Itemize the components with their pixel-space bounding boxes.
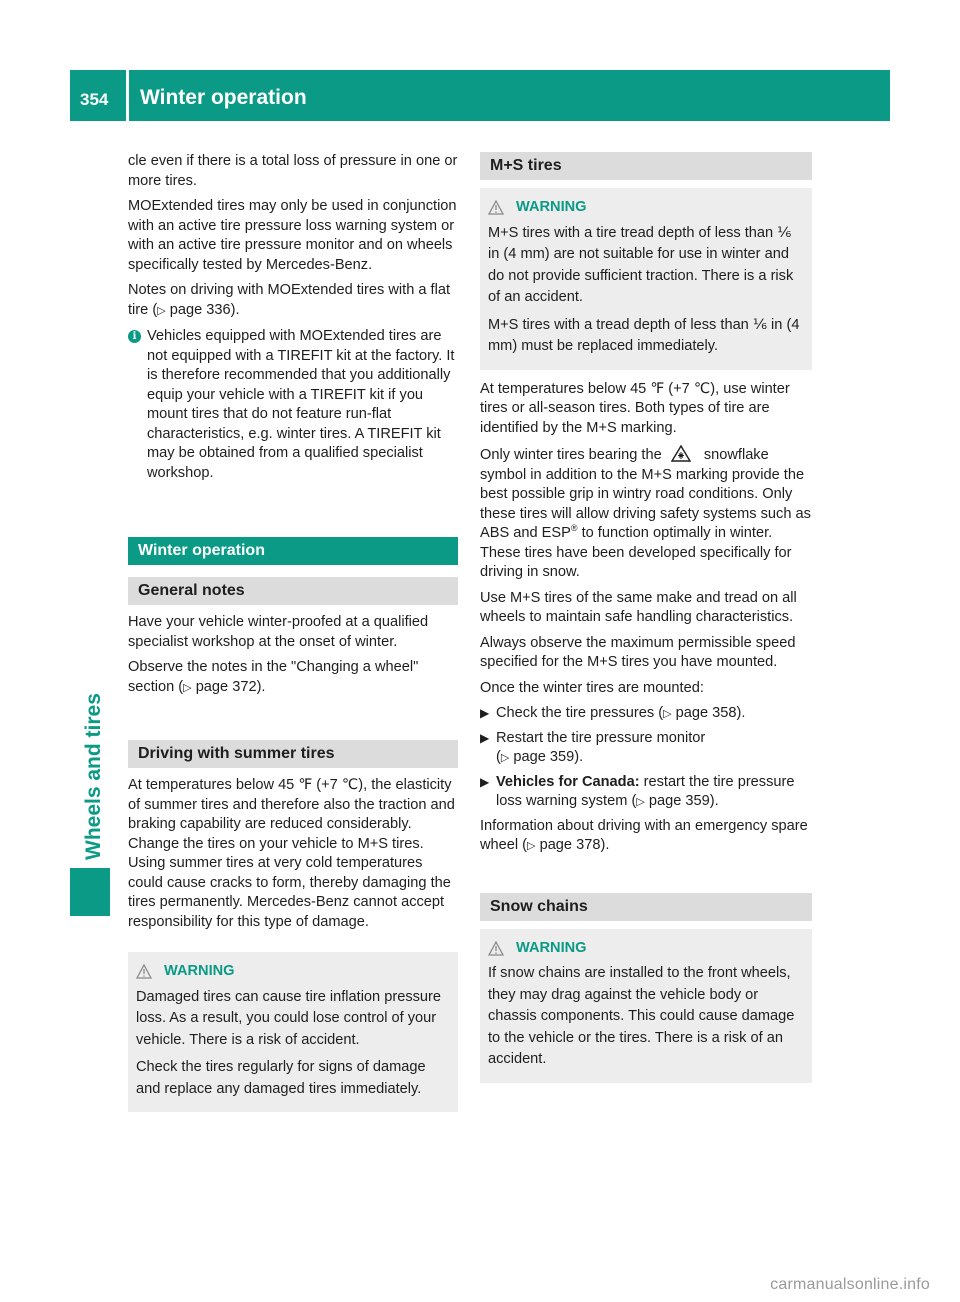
page-ref-link[interactable]: page 359 xyxy=(513,749,575,765)
warning-title xyxy=(136,961,450,983)
step-arrow-icon: ▶ xyxy=(480,730,490,745)
page-ref-arrow-icon: ▷ xyxy=(183,681,192,694)
warning-text: If snow chains are installed to the front wheels, they may drag against the vehicle body or chassis components. This could cause damage to the vehicle or the tires. There is a risk of an accident. xyxy=(488,965,795,1067)
step-item xyxy=(480,729,812,769)
text: Information about driving with an emergency spare wheel ( xyxy=(480,817,808,853)
subsection-heading-snow-chains: Snow chains xyxy=(480,893,812,921)
paragraph: Always observe the maximum permissible speed specified for the M+S tires you have mounted. xyxy=(480,634,796,670)
step-arrow-icon: ▶ xyxy=(480,706,490,720)
step-text: Restart the tire pressure monitor (▷ page 359). xyxy=(496,729,706,765)
page-ref-arrow-icon: ▷ xyxy=(663,708,672,720)
side-tab-label: Wheels and tires xyxy=(82,693,105,860)
warning-title xyxy=(488,938,804,960)
section-heading-winter: Winter operation xyxy=(128,537,458,565)
step-item xyxy=(480,704,812,725)
page-ref-link[interactable]: page 372 xyxy=(195,678,257,695)
text: snowflake symbol in addition to the M+S marking provide the best possible grip in wintry road conditions. Only these tires will allow driving safety systems such as ABS and ESP xyxy=(480,447,811,541)
paragraph: Use M+S tires of the same make and tread on all wheels to maintain safe handling characteristics. xyxy=(480,589,797,625)
paragraph: Once the winter tires are mounted: xyxy=(480,679,704,696)
page-number: 354 xyxy=(80,90,109,109)
warning-text: M+S tires with a tread depth of less than ⅙ in (4 mm) must be replaced immediately. xyxy=(488,316,800,354)
warning-title xyxy=(488,197,804,219)
page-ref-link[interactable]: page 358 xyxy=(675,705,737,721)
step-text: Check the tire pressures (▷ page 358). xyxy=(496,705,746,721)
subsection-heading-ms-tires: M+S tires xyxy=(480,152,812,180)
text: Only winter tires bearing the xyxy=(480,447,662,463)
warning-label: WARNING xyxy=(516,199,587,215)
info-icon: i xyxy=(128,330,141,343)
paragraph: cle even if there is a total loss of pressure in one or more tires. xyxy=(128,153,458,189)
warning-text: Check the tires regularly for signs of damage and replace any damaged tires immediately. xyxy=(136,1059,426,1097)
footer-url: carmanualsonline.info xyxy=(770,1276,930,1293)
step-text: Vehicles for Canada: restart the tire pressure loss warning system (▷ page 359). xyxy=(496,773,795,809)
page-ref-arrow-icon: ▷ xyxy=(636,796,645,808)
info-text: Vehicles equipped with MOExtended tires are not equipped with a TIREFIT kit at the factory. It is therefore recommended that you additionally equip your vehicle with a TIREFIT kit if you mount tires that do not feature run-flat characteristics, e.g. winter tires. A TIREFIT kit may be obtained from a qualified specialist workshop. xyxy=(147,328,455,481)
text: Notes on driving with MOExtended tires with a flat tire ( xyxy=(128,282,451,318)
text: ). xyxy=(256,678,266,695)
text: to function optimally in winter. These tires have been developed specifically for driving in snow. xyxy=(480,525,792,580)
snowflake-mountain-icon xyxy=(670,444,692,462)
page-title: Winter operation xyxy=(140,86,307,109)
left-column xyxy=(128,152,458,1112)
page-ref-link[interactable]: page 336 xyxy=(169,301,231,318)
header-divider xyxy=(126,70,129,121)
warning-triangle-icon xyxy=(488,941,504,956)
text: ). xyxy=(600,837,610,853)
page-ref-link[interactable]: page 359 xyxy=(648,793,710,809)
step-item xyxy=(480,773,812,813)
paragraph: At temperatures below 45 ℉ (+7 ℃), the elasticity of summer tires and therefore also the traction and braking capability are reduced considerably. Change the tires on your vehicle to M+S tires. Using summer tires at very cold temperatures could cause cracks to form, thereby damaging the tires permanently. Mercedes-Benz cannot accept responsibility for this type of damage. xyxy=(128,777,455,930)
paragraph: Have your vehicle winter-proofed at a qualified specialist workshop at the onset of winter. xyxy=(128,614,429,650)
text: Observe the notes in the "Changing a wheel" section ( xyxy=(128,659,419,695)
registered-mark: ® xyxy=(570,523,578,534)
warning-text: M+S tires with a tire tread depth of less than ⅙ in (4 mm) are not suitable for use in winter and do not provide sufficient traction. There is a risk of an accident. xyxy=(488,224,794,305)
warning-text: Damaged tires can cause tire inflation pressure loss. As a result, you could lose control of your vehicle. There is a risk of accident. xyxy=(136,988,442,1048)
right-column xyxy=(480,152,812,1083)
side-tab-block xyxy=(70,868,110,916)
warning-triangle-icon xyxy=(136,964,152,979)
warning-box xyxy=(480,188,812,370)
warning-box xyxy=(480,929,812,1083)
page-ref-arrow-icon: ▷ xyxy=(157,304,166,317)
paragraph xyxy=(128,281,458,321)
paragraph xyxy=(480,817,812,857)
warning-label: WARNING xyxy=(516,939,587,956)
warning-triangle-icon xyxy=(488,200,504,215)
subsection-heading-general-notes: General notes xyxy=(128,577,458,605)
subsection-heading-summer-tires: Driving with summer tires xyxy=(128,740,458,768)
info-note xyxy=(128,327,458,483)
paragraph: MOExtended tires may only be used in conjunction with an active tire pressure loss warning system or with an active tire pressure monitor and on wheels specifically tested by Mercedes-Benz. xyxy=(128,198,457,273)
step-arrow-icon: ▶ xyxy=(480,774,490,789)
warning-box xyxy=(128,952,458,1112)
paragraph: At temperatures below 45 ℉ (+7 ℃), use winter tires or all-season tires. Both types of tire are identified by the M+S marking. xyxy=(480,380,790,436)
page-ref-arrow-icon: ▷ xyxy=(500,752,510,764)
paragraph xyxy=(480,444,812,583)
page-ref-arrow-icon: ▷ xyxy=(527,840,536,852)
warning-label: WARNING xyxy=(164,963,235,979)
paragraph xyxy=(128,658,458,698)
page-ref-link[interactable]: page 378 xyxy=(539,837,601,853)
text: ). xyxy=(230,301,240,318)
